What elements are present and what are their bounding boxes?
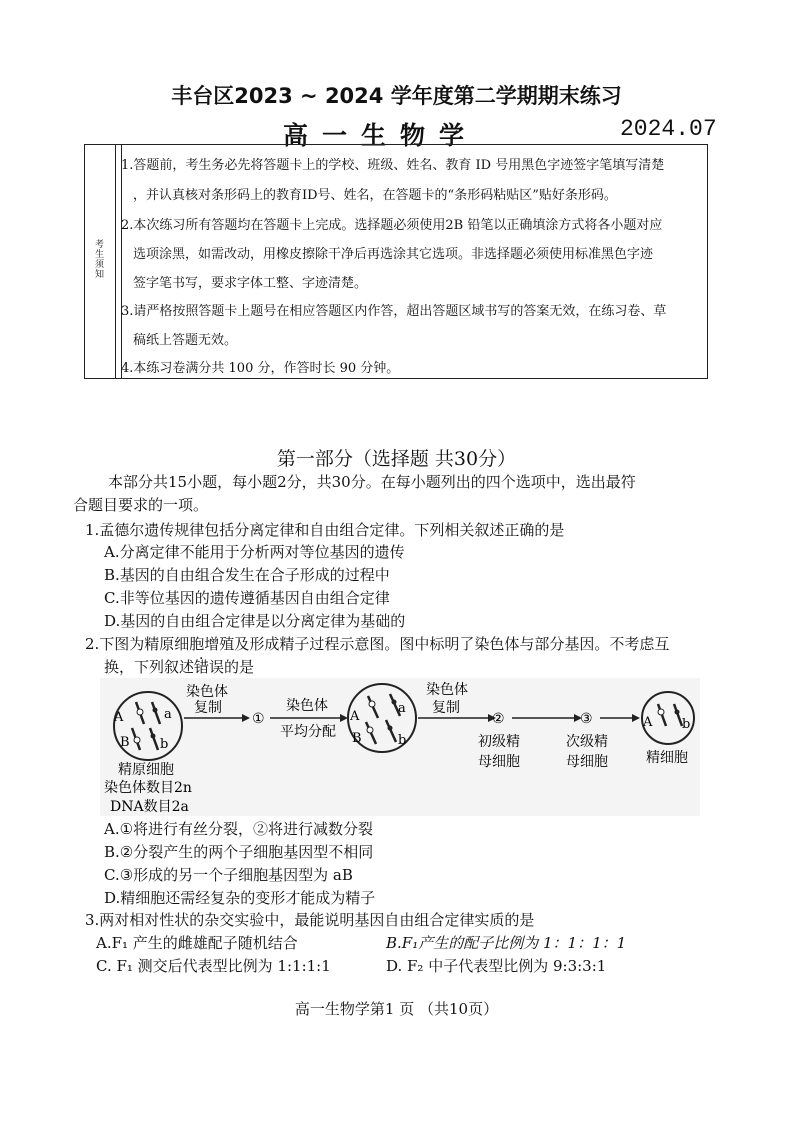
step-label: 染色体 [186, 684, 228, 700]
section-intro: 合题目要求的一项。 [73, 496, 209, 514]
step-label: 平均分配 [280, 724, 336, 740]
gene-label: A [350, 709, 360, 724]
exam-title: 丰台区2023 ~ 2024 学年度第二学期期末练习 [171, 84, 622, 108]
gene-label: A [643, 715, 653, 730]
gene-label: b [160, 737, 169, 752]
question-2-stem-cont: 换，下列叙述错误的是 [104, 658, 255, 676]
cell-name: 精原细胞 [118, 762, 174, 778]
stage-name: 精细胞 [646, 750, 688, 766]
stage-number: ③ [580, 711, 593, 727]
question-2-option-d: D.精细胞还需经复杂的变形才能成为精子 [104, 889, 376, 907]
stage-name: 母细胞 [566, 754, 608, 770]
question-1-stem: 1.孟德尔遗传规律包括分离定律和自由组合定律。下列相关叙述正确的是 [85, 521, 565, 539]
step-label: 染色体 [426, 682, 468, 698]
notice-side-label: 考生须知 [95, 240, 105, 280]
notice-item: 稿纸上答题无效。 [133, 333, 238, 348]
notice-item: 选项涂黑，如需改动，用橡皮擦除干净后再选涂其它选项。非选择题必须使用标准黑色字迹 [133, 247, 654, 262]
stage-number: ② [492, 711, 505, 727]
step-label: 复制 [194, 700, 222, 716]
gene-label: a [164, 707, 172, 722]
section-title: 第一部分（选择题 共30分） [276, 448, 517, 470]
notice-item: 3.请严格按照答题卡上题号在相应答题区内作答，超出答题区域书写的答案无效，在练习卷、草 [121, 304, 667, 319]
question-1-option-a: A.分离定律不能用于分析两对等位基因的遗传 [104, 543, 405, 561]
stage-name: 初级精 [478, 734, 520, 750]
notice-item: 签字笔书写，要求字体工整、字迹清楚。 [133, 276, 368, 291]
notice-side-column [85, 145, 116, 378]
question-2-option-b: B.②分裂产生的两个子细胞基因型不相同 [104, 843, 374, 861]
question-2-stem: 2.下图为精原细胞增殖及形成精子过程示意图。图中标明了染色体与部分基因。不考虑互 [85, 635, 670, 653]
notice-item: 2.本次练习所有答题均在答题卡上完成。选择题必须使用2B 铅笔以正确填涂方式将各小题对应 [121, 218, 663, 233]
emphasis-word: 错误 [194, 658, 225, 676]
question-3-option-d: D. F₂ 中子代表型比例为 9:3:3:1 [386, 957, 607, 975]
page-footer: 高一生物学第1 页 （共10页） [294, 1000, 499, 1018]
question-3-option-b: B.F₁产生的配子比例为 1：1：1：1 [386, 934, 627, 952]
step-label: 染色体 [286, 698, 328, 714]
gene-label: a [398, 701, 406, 716]
exam-date: 2024.07 [620, 116, 717, 142]
gene-label: A [114, 710, 124, 725]
stage-name: 次级精 [566, 734, 608, 750]
subject-title: 高一生物学 [283, 121, 479, 150]
chromosome-count: 染色体数目2n [104, 780, 192, 796]
notice-item: 4.本练习卷满分共 100 分，作答时长 90 分钟。 [121, 361, 400, 376]
stage-name: 母细胞 [478, 754, 520, 770]
gene-label: B [352, 731, 362, 746]
question-2-option-c: C.③形成的另一个子细胞基因型为 aB [104, 866, 353, 884]
gene-label: b [398, 733, 407, 748]
notice-item: 1.答题前，考生务必先将答题卡上的学校、班级、姓名、教育 ID 号用黑色字迹签字笔填写清楚 [121, 158, 665, 173]
question-2-option-a: A.①将进行有丝分裂，②将进行减数分裂 [104, 820, 374, 838]
question-1-option-b: B.基因的自由组合发生在合子形成的过程中 [104, 566, 390, 584]
step-label: 复制 [432, 700, 460, 716]
spermatogenesis-diagram [100, 678, 700, 816]
stage-number: ① [252, 711, 265, 727]
question-1-option-c: C.非等位基因的遗传遵循基因自由组合定律 [104, 589, 390, 607]
section-intro: 本部分共15小题，每小题2分，共30分。在每小题列出的四个选项中，选出最符 [108, 473, 636, 491]
question-3-stem: 3.两对相对性状的杂交实验中，最能说明基因自由组合定律实质的是 [85, 911, 535, 929]
question-3-option-c: C. F₁ 测交后代表型比例为 1:1:1:1 [96, 957, 331, 975]
notice-item: ，并认真核对条形码上的教育ID号、姓名，在答题卡的“条形码粘贴区”贴好条形码。 [133, 188, 617, 203]
gene-label: b [682, 717, 691, 732]
question-1-option-d: D.基因的自由组合定律是以分离定律为基础的 [104, 612, 406, 630]
question-3-option-a: A.F₁ 产生的雌雄配子随机结合 [96, 934, 298, 952]
dna-count: DNA数目2a [110, 799, 189, 815]
notice-box [84, 144, 708, 379]
gene-label: B [120, 735, 130, 750]
